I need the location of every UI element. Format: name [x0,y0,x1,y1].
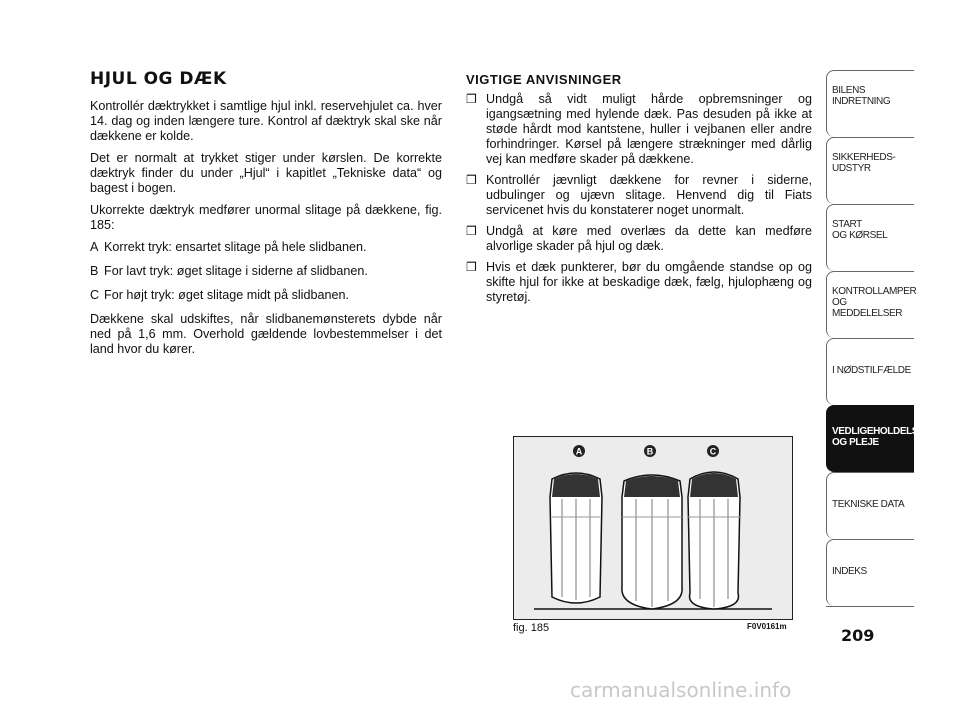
tab-label-line1: VEDLIGEHOLDELSE [832,426,925,437]
tab-start-og-korsel[interactable] [826,204,914,271]
list-item-a [90,240,442,255]
paragraph-3: Ukorrekte dæktryk medfører unormal slitage på dækkene, fig. 185: [90,203,442,232]
tab-indeks[interactable] [826,539,914,606]
list-key: C [90,288,100,302]
tab-kontrollamper[interactable] [826,271,917,338]
label-c: C [709,446,717,457]
tab-label-line1: KONTROLLAMPER [832,286,917,297]
checkbox-bullet-icon: ❒ [466,224,477,238]
bullet-item [466,173,812,218]
label-a: A [575,446,583,457]
tab-label-line1: I NØDSTILFÆLDE [832,365,911,376]
bullet-item [466,260,812,305]
left-column [90,69,442,364]
list-text: For lavt tryk: øget slitage i siderne af slidbanen. [104,264,368,278]
chapter-tabs [826,70,925,607]
list-item-b [90,264,442,279]
paragraph-1: Kontrollér dæktrykket i samtlige hjul inkl. reservehjulet ca. hver 14. dag og inden længere ture. Kontrol af dæktryk skal ske når dækkene er kolde. [90,99,442,143]
list-text: For højt tryk: øget slitage midt på slidbanen. [104,288,349,302]
tyre-wear-illustration [514,437,792,619]
list-key: B [90,264,99,278]
tab-bilens-indretning[interactable] [826,70,914,137]
tab-label-line1: SIKKERHEDS- [832,152,896,163]
bullet-text: Undgå at køre med overlæs da dette kan medføre alvorlige skader på hjul og dæk. [486,224,812,253]
paragraph-4: Dækkene skal udskiftes, når slidbanemønsterets dybde når ned på 1,6 mm. Overhold gældende lovbestemmelser i det land hvor du kører. [90,312,442,356]
checkbox-bullet-icon: ❒ [466,260,477,274]
checkbox-bullet-icon: ❒ [466,92,477,106]
tyre-b [622,475,682,609]
list-key: A [90,240,99,254]
list-text: Korrekt tryk: ensartet slitage på hele slidbanen. [104,240,367,254]
checkbox-bullet-icon: ❒ [466,173,477,187]
watermark: carmanualsonline.info [570,678,792,702]
tab-label-line2: OG PLEJE [832,437,879,448]
figure-code: F0V0161m [747,622,787,631]
bullet-text: Undgå så vidt muligt hårde opbremsninger og igangsætning med hylende dæk. Pas desuden på ikke at støde hårdt mod kantstene, huller i vejbanen eller andre forhindringer. Kørsel på længere strækninger med dårlig vej kan medføre skader på dækkene. [486,92,812,166]
bullet-text: Hvis et dæk punkterer, bør du omgående standse op og skifte hjul for ikke at beskadige dæk, fælg, hjulophæng og styretøj. [486,260,812,304]
bullet-item [466,92,812,167]
tab-label-line1: INDEKS [832,566,867,577]
tabs-bottom-border [826,606,914,607]
tab-nodstilfaelde[interactable] [826,338,914,405]
tyre-c [688,472,740,609]
label-b: B [646,446,654,457]
paragraph-2: Det er normalt at trykket stiger under kørslen. De korrekte dæktryk finder du under „Hjul“ i kapitlet „Tekniske data“ og bagest i bogen. [90,151,442,195]
tab-sikkerhedsudstyr[interactable] [826,137,914,204]
tab-label-line2: UDSTYR [832,163,871,174]
bullet-text: Kontrollér jævnligt dækkene for revner i siderne, udbulinger og ujævn slitage. Henvend dig til Fiats servicenet hvis du konstaterer noget unormalt. [486,173,812,217]
tab-label-line2: INDRETNING [832,96,891,107]
tab-label-line1: START [832,219,862,230]
tab-tekniske-data[interactable] [826,472,914,539]
tyre-a [550,473,602,603]
figure-185 [513,436,793,620]
tab-label-line1: BILENS [832,85,866,96]
section-title: HJUL OG DÆK [90,69,227,89]
tab-label-line2: OG MEDDELELSER [832,297,903,319]
tab-label-line2: OG KØRSEL [832,230,888,241]
tab-label-line1: TEKNISKE DATA [832,499,905,510]
warnings-title: VIGTIGE ANVISNINGER [466,72,622,87]
figure-caption: fig. 185 [513,622,550,634]
right-column [466,72,812,311]
page-number: 209 [841,626,875,645]
tab-vedligeholdelse[interactable] [826,405,925,472]
bullet-item [466,224,812,254]
list-item-c [90,288,442,303]
